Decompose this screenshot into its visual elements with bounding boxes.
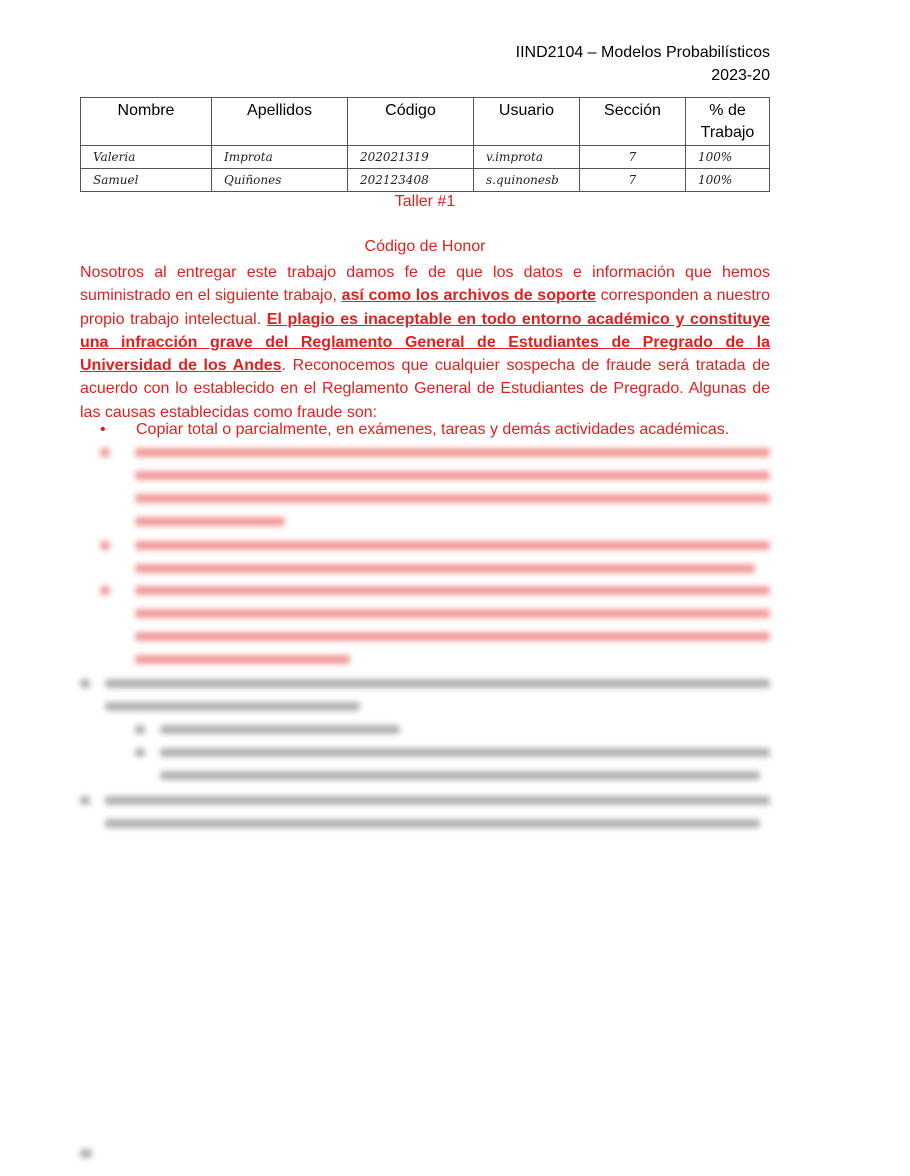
col-nombre: Nombre: [81, 98, 212, 146]
cell-porcentaje: 100%: [686, 146, 770, 169]
col-usuario: Usuario: [474, 98, 580, 146]
blurred-text-line: [80, 679, 90, 688]
col-apellidos: Apellidos: [212, 98, 348, 146]
blurred-text-line: [135, 586, 770, 595]
term: 2023-20: [711, 67, 770, 84]
blurred-text-line: [135, 564, 755, 573]
honor-heading: Código de Honor: [364, 238, 486, 255]
col-codigo: Código: [348, 98, 474, 146]
blurred-text-line: [135, 609, 770, 618]
bullet-icon: •: [100, 421, 106, 438]
honor-emphasis-1: así como los archivos de soporte: [341, 287, 596, 305]
cell-usuario: s.quinonesb: [474, 169, 580, 192]
blurred-text-line: [135, 632, 770, 641]
blurred-text-line: [135, 655, 350, 664]
blurred-text-line: [105, 679, 770, 688]
cell-porcentaje: 100%: [686, 169, 770, 192]
cell-seccion: 7: [580, 169, 686, 192]
blurred-text-line: [100, 448, 110, 457]
cell-usuario: v.improta: [474, 146, 580, 169]
honor-text-1: Nosotros al entregar este trabajo damos fe de que los datos e información que hemos suministrado en el siguiente trabajo,: [80, 264, 770, 305]
cell-apellidos: Improta: [212, 146, 348, 169]
cell-nombre: Samuel: [81, 169, 212, 192]
blurred-text-line: [100, 586, 110, 595]
honor-text-3: . Reconocemos que cualquier sospecha de fraude será tratada de acuerdo con lo establecido en el Reglamento General de Estudiantes de Pregrado. Algunas de las causas establecidas como fraude son:: [80, 357, 770, 421]
blurred-text-line: [160, 725, 400, 734]
cell-seccion: 7: [580, 146, 686, 169]
bullet-text: Copiar total o parcialmente, en exámenes, tareas y demás actividades académicas.: [136, 421, 730, 438]
blurred-text-line: [135, 517, 285, 526]
cell-nombre: Valeria: [81, 146, 212, 169]
blurred-text-line: [105, 819, 760, 828]
blurred-text-line: [135, 541, 770, 550]
cell-codigo: 202021319: [348, 146, 474, 169]
blurred-text-line: [135, 471, 770, 480]
blurred-text-line: [160, 771, 760, 780]
blurred-text-line: [80, 796, 90, 805]
blurred-text-line: [105, 796, 770, 805]
cell-codigo: 202123408: [348, 169, 474, 192]
blurred-text-line: [135, 448, 770, 457]
col-porcentaje: % de Trabajo: [686, 98, 770, 146]
assignment-title: Taller #1: [394, 193, 456, 210]
blurred-text-line: [80, 1149, 92, 1158]
cell-apellidos: Quiñones: [212, 169, 348, 192]
course-title: IIND2104 – Modelos Probabilísticos: [515, 44, 770, 61]
blurred-text-line: [135, 725, 145, 734]
honor-emphasis-2: El plagio es inaceptable en todo entorno académico y constituye una infracción grave del Reglamento General de Estudiantes de Pregrado de la Universidad de los Andes: [80, 310, 770, 375]
blurred-text-line: [135, 748, 145, 757]
col-seccion: Sección: [580, 98, 686, 146]
blurred-text-line: [105, 702, 360, 711]
blurred-text-line: [160, 748, 770, 757]
blurred-text-line: [135, 494, 770, 503]
blurred-text-line: [100, 541, 110, 550]
honor-text-2: corresponden a nuestro propio trabajo intelectual.: [80, 287, 770, 328]
